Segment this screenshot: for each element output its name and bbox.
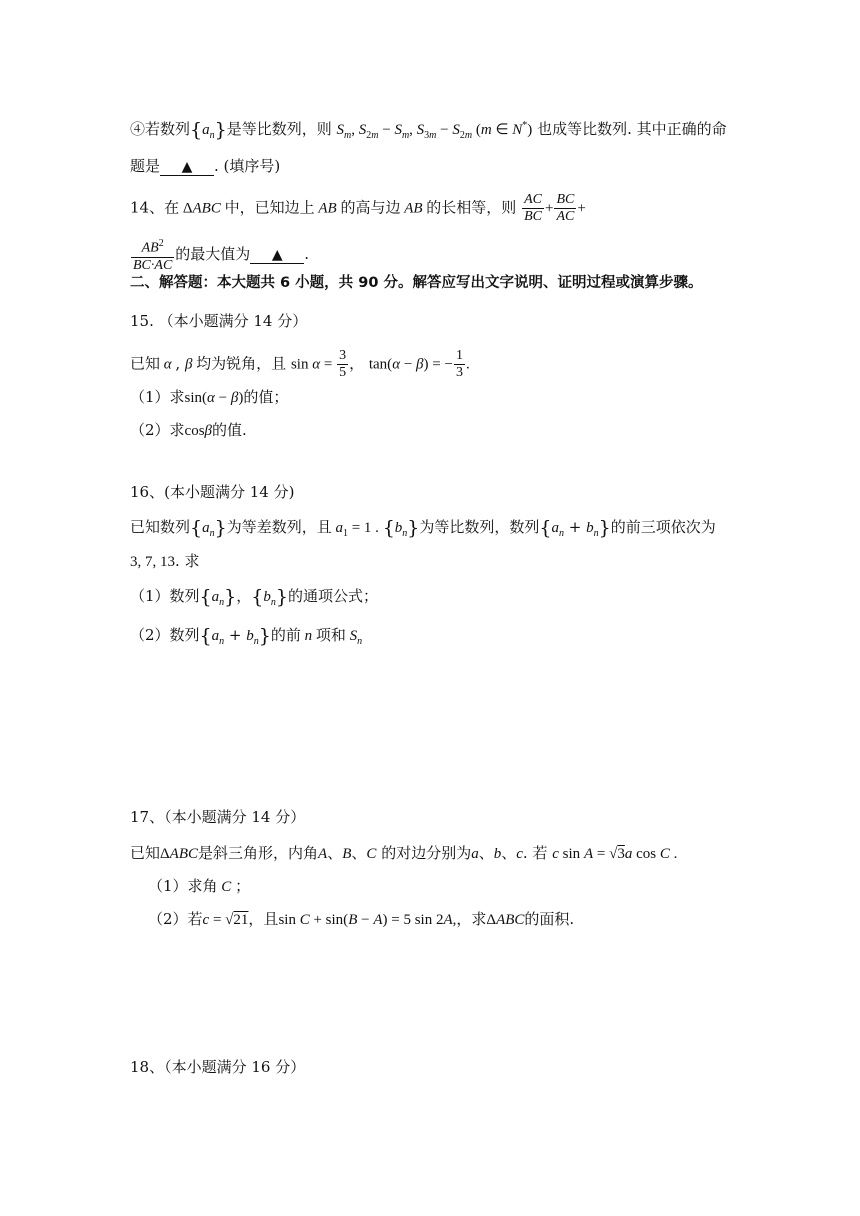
- q15-given: 已知 α , β 均为锐角，且 sin α = $\frac{3}{5}$ ， tan(α − β) = − $\frac{1}{3}$ .: [130, 348, 470, 380]
- q14-line2: $\frac{AB^2}{BC\cdot AC}$ 的最大值为 ▲ .: [133, 238, 310, 273]
- fraction-ac-bc: $\frac{AC}{BC}$: [524, 192, 542, 224]
- q16-header: 16、(本小题满分 14 分): [130, 483, 295, 501]
- q16-part1: （1）数列$\{a_n\}$，$\{b_n\}$的通项公式；: [130, 586, 378, 608]
- item4-line1: ④若数列$\{a_n\}$是等比数列，则 $S_m$, $S_{2m} - S_m$, $S_{3m} - S_{2m}$ (m ∈ N*) 也成等比数列. 其中正确的命: [130, 119, 727, 141]
- triangle-abc: ΔABC: [179, 200, 221, 217]
- answer-blank: ▲: [160, 159, 214, 176]
- formula-sm: $S_m$, $S_{2m} - S_m$, $S_{3m} - S_{2m}$ (m ∈ N*): [336, 120, 533, 141]
- q16-given-line1: 已知数列$\{a_n\}$为等差数列，且 $a_1 = 1$ . $\{b_n\}$为等比数列，数列$\{a_n + b_n\}$的前三项依次为: [130, 517, 716, 539]
- q15-part1: （1）求sin(α − β)的值；: [130, 388, 289, 406]
- fraction-ab2-bcac: $\frac{AB^2}{BC\cdot AC}$: [133, 238, 173, 273]
- item4-line2: 题是 ▲ . (填序号): [130, 157, 281, 175]
- q17-part2: （2）若c = √21，且sin C + sin(B − A) = 5 sin 2A,，求ΔABC的面积.: [148, 910, 575, 928]
- q15-part2: （2）求cosβ的值.: [130, 421, 247, 439]
- q17-header: 17、（本小题满分 14 分）: [130, 808, 306, 826]
- section-heading: 二、解答题：本大题共 6 小题，共 90 分。解答应写出文字说明、证明过程或演算步骤。: [130, 275, 703, 291]
- fraction-1-3: $\frac{1}{3}$: [455, 348, 463, 380]
- q17-given: 已知ΔABC是斜三角形，内角A、B、C 的对边分别为a、b、c. 若 c sin A = √3a cos C .: [130, 844, 678, 862]
- q17-part1: （1）求角 C ；: [148, 877, 251, 895]
- answer-blank: ▲: [250, 247, 304, 264]
- q16-given-line2: 3, 7, 13. 求: [130, 552, 200, 570]
- q16-part2: （2）数列$\{a_n + b_n\}$的前 n 项和 $S_n$: [130, 625, 363, 647]
- q15-header: 15. （本小题满分 14 分）: [130, 312, 308, 330]
- q14-line1: 14、在 ΔABC 中，已知边上 AB 的高与边 AB 的长相等，则 $\frac{AC}{BC}$ + $\frac{BC}{AC}$ +: [130, 192, 586, 224]
- q18-header: 18、（本小题满分 16 分）: [130, 1058, 306, 1076]
- fraction-3-5: $\frac{3}{5}$: [339, 348, 347, 380]
- fraction-bc-ac: $\frac{BC}{AC}$: [556, 192, 575, 224]
